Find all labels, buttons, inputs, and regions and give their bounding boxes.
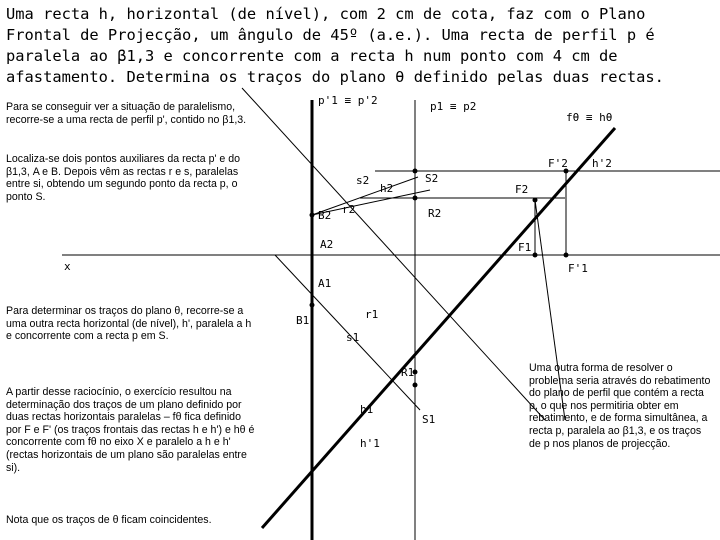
- line-h1: [242, 88, 545, 420]
- line-f1: [535, 200, 565, 420]
- note-coincidentes: Nota que os traços de θ ficam coincidentes.: [6, 514, 212, 526]
- note-paralelismo: Para se conseguir ver a situação de paralelismo, recorre-se a uma recta de perfil p', contido no β1,3.: [6, 101, 247, 126]
- point-F-prime-1: [564, 253, 569, 258]
- label-h-prime-1: h'1: [360, 437, 380, 450]
- label-S2: S2: [425, 172, 439, 185]
- label-p1p2-prime: p'1 ≡ p'2: [318, 94, 378, 107]
- label-F2: F2: [515, 183, 529, 196]
- label-B1: B1: [296, 314, 310, 327]
- label-s2: s2: [356, 174, 370, 187]
- point-R2: [413, 196, 418, 201]
- label-r1: r1: [365, 308, 379, 321]
- label-F-prime-2: F'2: [548, 157, 568, 170]
- label-s1: s1: [346, 331, 360, 344]
- point-B1: [310, 303, 315, 308]
- point-F1: [533, 253, 538, 258]
- label-F-prime-1: F'1: [568, 262, 588, 275]
- label-h1: h1: [360, 403, 374, 416]
- label-h-prime-2: h'2: [592, 157, 612, 170]
- label-F1: F1: [518, 241, 532, 254]
- label-R2: R2: [428, 207, 442, 220]
- note-tracos-plano: Para determinar os traços do plano θ, recorre-se a uma outra recta horizontal (de nível), h', paralela a h e concorrente com a recta p em S.: [6, 305, 252, 343]
- exercise-statement: Uma recta h, horizontal (de nível), com 2 cm de cota, faz com o Plano Frontal de Projecção, um ângulo de 45º (a.e.). Uma recta de perfil p é paralela ao β1,3 e concorrente com a recta h num ponto com 4 cm de afastamento. Determina os traços do plano θ definido pelas duas rectas.: [6, 5, 664, 86]
- point-S1: [413, 383, 418, 388]
- label-p1p2: p1 ≡ p2: [430, 100, 477, 113]
- point-F2: [533, 198, 538, 203]
- note-pontos-auxiliares: Localiza-se dois pontos auxiliares da recta p' e do β1,3, A e B. Depois vêm as rectas r e s, paralelas entre si, obtendo um segundo ponto da recta p, o ponto S.: [6, 153, 241, 203]
- label-r2: r2: [342, 203, 356, 216]
- note-raciocinio: A partir desse raciocínio, o exercício resultou na determinação dos traços de um plano definido por duas rectas horizontais paralelas – fθ fica definido por F e F' (os traços frontais das rectas h e h') e hθ é concorrente com fθ no eixo X e paralelo a h e h' (rectas horizontais de um plano são paralelas entre si).: [6, 386, 255, 474]
- label-R1: R1: [401, 366, 415, 379]
- label-A1: A1: [318, 277, 332, 290]
- label-A2: A2: [320, 238, 334, 251]
- label-ftheta-htheta: fθ ≡ hθ: [566, 111, 613, 124]
- point-B2: [310, 213, 315, 218]
- note-rebatimento: Uma outra forma de resolver o problema seria através do rebatimento do plano de perfil que contém a recta p, o que nos permitiria obter em rebatimento, e de forma simultânea, a recta p, paralela ao β1,3, e os traços de p nos planos de projecção.: [529, 362, 711, 450]
- label-S1: S1: [422, 413, 436, 426]
- label-x: x: [64, 260, 71, 273]
- label-h2: h2: [380, 182, 394, 195]
- line-ftheta-htheta: [262, 128, 615, 528]
- point-S2: [413, 169, 418, 174]
- label-B2: B2: [318, 209, 332, 222]
